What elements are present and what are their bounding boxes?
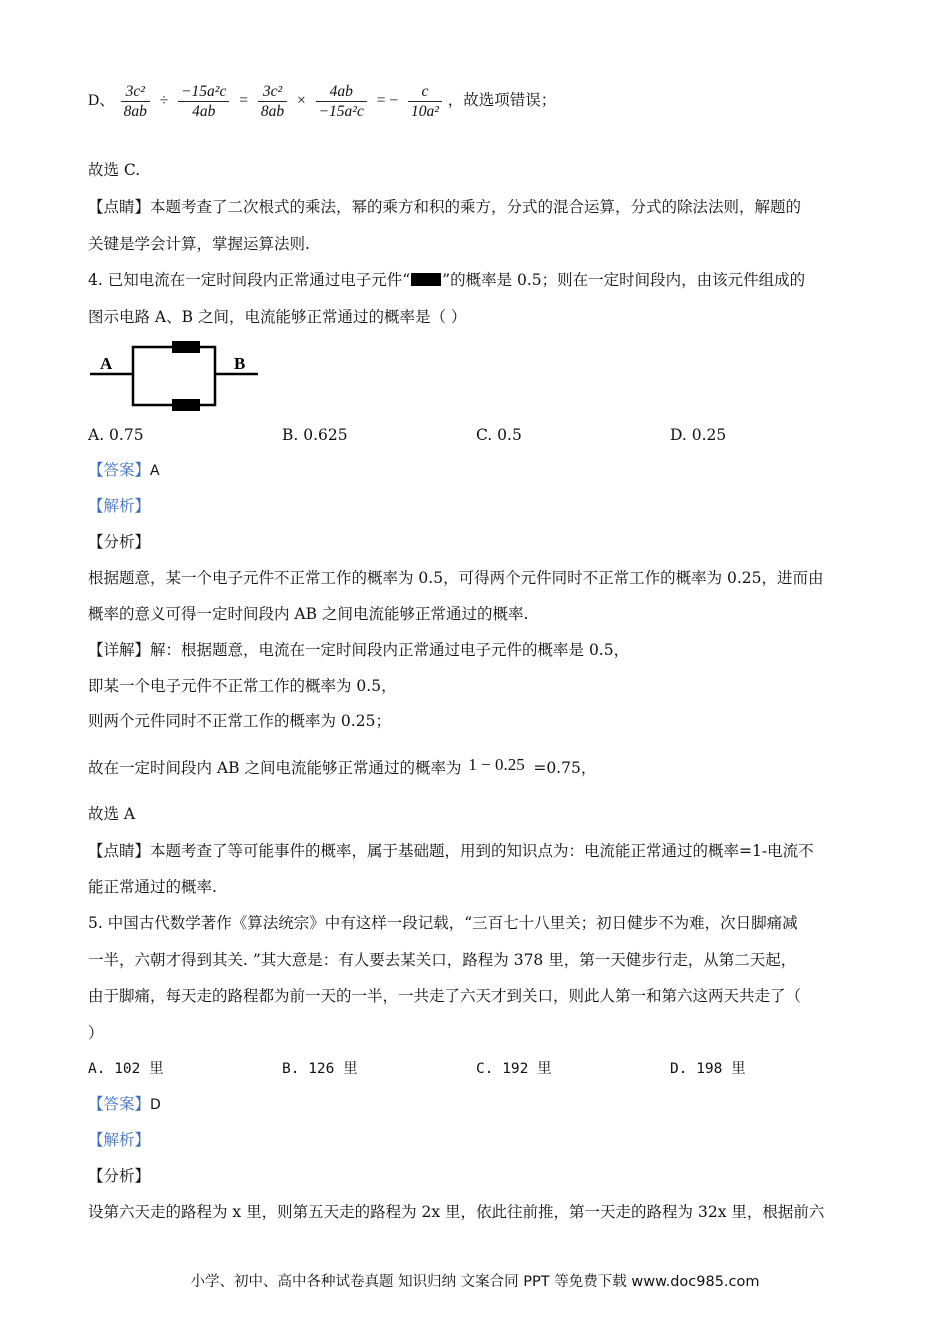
circuit-label-a: A (100, 354, 113, 373)
fraction: $\frac{4ab}{\text{−15a²c}}$ (316, 82, 367, 121)
q4-option-c: C. 0.5 (476, 426, 522, 444)
fraction: $\frac{\text{−15a²c}}{4ab}$ (178, 82, 229, 121)
q4-detail-line-3: 则两个元件同时不正常工作的概率为 0.25； (88, 712, 391, 730)
q3-option-d-formula: D、 $\frac{\text{3c²}}{8ab}$ ÷ $\frac{\text{−15a²c}}{4ab}$ = $\frac{\text{3c²}}{8ab}$ × $\frac{4ab}{\text{−15a²c}}$ = − $\frac{c}{\text{10a²}}$ ，故选项错误； (88, 83, 557, 120)
q4-fenxi-tag: 【分析】 (88, 533, 151, 551)
circuit-diagram (88, 335, 260, 413)
q4-fenxi-line-2: 概率的意义可得一定时间段内 AB 之间电流能够正常通过的概率. (88, 605, 529, 623)
q4-analysis-tag: 【解析】 (88, 497, 151, 515)
fraction: $\frac{c}{\text{10a²}}$ (408, 82, 442, 121)
q4-comment-line-1: 【点睛】本题考查了等可能事件的概率，属于基础题，用到的知识点为：电流能正常通过的概率=1-电流不 (88, 842, 814, 860)
q5-answer: 【答案】D (88, 1095, 161, 1113)
q4-detail-line-4: 故在一定时间段内 AB 之间电流能够正常通过的概率为 1 − 0.25 =0.75， (88, 755, 597, 777)
q3-option-d-label: D、 (88, 92, 115, 110)
q4-choice: 故选 A (88, 805, 136, 823)
q4-stem-line-2: 图示电路 A、B 之间，电流能够正常通过的概率是（ ） (88, 308, 467, 326)
q5-option-a: A. 102 里 (88, 1061, 164, 1077)
q3-comment-line-2: 关键是学会计算，掌握运算法则. (88, 235, 310, 253)
fraction: $\frac{\text{3c²}}{8ab}$ (121, 82, 150, 121)
q3-comment-line-1: 【点睛】本题考查了二次根式的乘法，幂的乘方和积的乘方，分式的混合运算，分式的除法法则，解题的 (88, 198, 802, 216)
q4-option-b: B. 0.625 (282, 426, 348, 444)
page-footer: 小学、初中、高中各种试卷真题 知识归纳 文案合同 PPT 等免费下载 www.doc985.com (190, 1274, 760, 1290)
q5-fenxi-tag: 【分析】 (88, 1167, 151, 1185)
q5-stem-line-3: 由于脚痛，每天走的路程都为前一天的一半，一共走了六天才到关口，则此人第一和第六这两天共走了（ (88, 987, 802, 1005)
q5-stem-line-1: 5. 中国古代数学著作《算法统宗》中有这样一段记载，“三百七十八里关；初日健步不为难，次日脚痛减 (88, 914, 798, 932)
q5-stem-line-2: 一半，六朝才得到其关. ”其大意是：有人要去某关口，路程为 378 里，第一天健步行走，从第二天起， (88, 951, 797, 969)
q4-detail-line-2: 即某一个电子元件不正常工作的概率为 0.5， (88, 677, 397, 695)
q5-option-b: B. 126 里 (282, 1061, 358, 1077)
q4-option-d: D. 0.25 (670, 426, 727, 444)
component-bottom (172, 399, 200, 411)
q5-option-c: C. 192 里 (476, 1061, 552, 1077)
comment-tag: 【点睛】 (88, 198, 151, 216)
q5-fenxi-line-1: 设第六天走的路程为 x 里，则第五天走的路程为 2x 里，依此往前推，第一天走的路程为 32x 里，根据前六 (88, 1203, 825, 1221)
q4-comment-line-2: 能正常通过的概率. (88, 878, 217, 896)
q4-option-a: A. 0.75 (88, 426, 144, 444)
component-top (172, 341, 200, 353)
q5-option-d: D. 198 里 (670, 1061, 746, 1077)
q4-detail-line-1: 【详解】解：根据题意，电流在一定时间段内正常通过电子元件的概率是 0.5， (88, 641, 630, 659)
q4-answer: 【答案】A (88, 461, 160, 479)
q4-fenxi-line-1: 根据题意，某一个电子元件不正常工作的概率为 0.5，可得两个元件同时不正常工作的概率为 0.25，进而由 (88, 569, 824, 587)
circuit-label-b: B (234, 354, 246, 373)
q4-stem-line-1: 4. 已知电流在一定时间段内正常通过电子元件“ ”的概率是 0.5；则在一定时间段内，由该元件组成的 (88, 271, 806, 289)
q3-choice: 故选 C. (88, 161, 141, 179)
electronic-component-icon (411, 273, 441, 286)
q5-stem-line-4: ） (88, 1024, 104, 1042)
fraction: $\frac{\text{3c²}}{8ab}$ (258, 82, 287, 121)
q5-analysis-tag: 【解析】 (88, 1131, 151, 1149)
